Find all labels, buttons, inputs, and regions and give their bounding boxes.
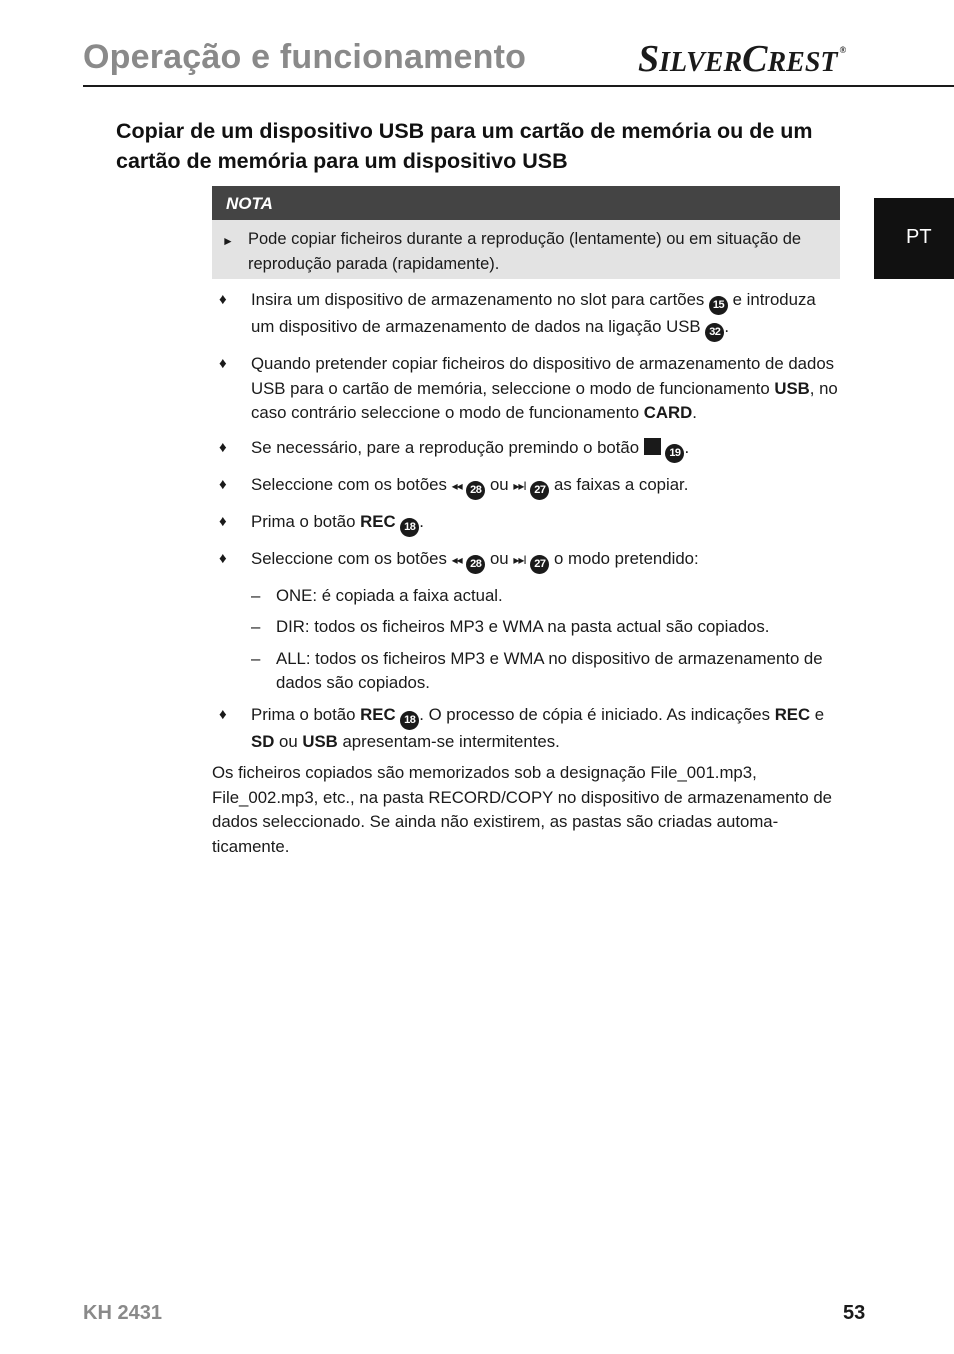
ref-number: 18: [400, 711, 419, 730]
bullet-diamond-icon: ♦: [219, 512, 227, 530]
step-start-copy: ♦ Prima o botão REC 18 . O processo de cópia é iniciado. As indicações REC e SD ou USB apresentam-se intermitentes.: [219, 704, 825, 751]
arrow-right-icon: ►: [222, 234, 234, 248]
bullet-diamond-icon: ♦: [219, 549, 227, 567]
ref-number: 15: [709, 296, 728, 315]
previous-icon: ◂◂: [451, 552, 462, 567]
step-select-tracks: ♦ Seleccione com os botões ◂◂ 28 ou ▸▸I 27 as faixas a copiar.: [212, 473, 842, 500]
step-stop-playback: ♦ Se necessário, pare a reprodução premindo o botão 19 .: [212, 436, 842, 463]
mode-item: – ALL: todos os ficheiros MP3 e WMA no dispositivo de armazenamento de dados são copiados.: [251, 648, 823, 692]
step-select-copy-mode: ♦ Seleccione com os botões ◂◂ 28 ou ▸▸I 27 o modo pretendido:: [212, 547, 842, 574]
bullet-diamond-icon: ♦: [219, 475, 227, 493]
page-header-title: Operação e funcionamento: [83, 38, 527, 76]
dash-marker: –: [251, 617, 261, 636]
silvercrest-logo: SILVERCREST ®: [638, 38, 847, 80]
ref-number: 18: [400, 518, 419, 537]
dash-marker: –: [251, 585, 261, 605]
note-body: [212, 220, 840, 276]
ref-number: 32: [705, 323, 724, 342]
page-number: 53: [843, 1302, 866, 1324]
bullet-diamond-icon: ♦: [219, 438, 227, 456]
header-rule: [83, 85, 954, 87]
next-icon: ▸▸I: [513, 552, 526, 567]
step-press-rec: ♦ Prima o botão REC 18 .: [212, 510, 842, 537]
note-box: [212, 186, 840, 279]
section-title: Copiar de um dispositivo USB para um cartão de memória ou de um cartão de memória para um dispositivo USB: [116, 119, 813, 173]
dash-marker: –: [251, 648, 261, 668]
ref-number: 28: [466, 555, 485, 574]
mode-item: – DIR: todos os ficheiros MP3 e WMA na pasta actual são copiados.: [212, 615, 842, 640]
ref-number: 27: [530, 481, 549, 500]
stop-icon: [644, 438, 661, 455]
note-text: Pode copiar ficheiros durante a reprodução (lentamente) ou em situação de reprodução parada (rapidamente).: [248, 230, 802, 273]
previous-icon: ◂◂: [451, 478, 462, 493]
ref-number: 28: [466, 481, 485, 500]
step-select-mode: ♦ Quando pretender copiar ficheiros do dispositivo de armazenamento de dados USB para o cartão de memória, seleccione o modo de funcionamento USB, no caso contrário seleccione o modo de funcionamento CARD.: [219, 354, 838, 422]
footer-model: KH 2431: [83, 1302, 162, 1324]
bullet-diamond-icon: ♦: [219, 291, 227, 308]
instructions: [212, 288, 842, 859]
ref-number: 27: [530, 555, 549, 574]
language-tab: PT: [874, 198, 954, 279]
step-insert-devices: ♦ Insira um dispositivo de armazenamento no slot para cartões 15 e introduza um dispositivo de armazenamento de dados na ligação USB 32 .: [212, 288, 842, 342]
next-icon: ▸▸I: [513, 478, 526, 493]
note-heading: NOTA: [212, 186, 840, 220]
mode-item: – ONE: é copiada a faixa actual.: [212, 584, 842, 609]
ref-number: 19: [665, 444, 684, 463]
closing-paragraph: Os ficheiros copiados são memorizados sob a designação File_001.mp3, File_002.mp3, etc., na pasta RECORD/COPY no dispositivo de armazenamento de dados seleccionado. Se ainda não existirem, as pastas são criadas automa-ticamente.: [212, 763, 832, 856]
bullet-diamond-icon: ♦: [219, 355, 227, 372]
bullet-diamond-icon: ♦: [219, 705, 227, 723]
